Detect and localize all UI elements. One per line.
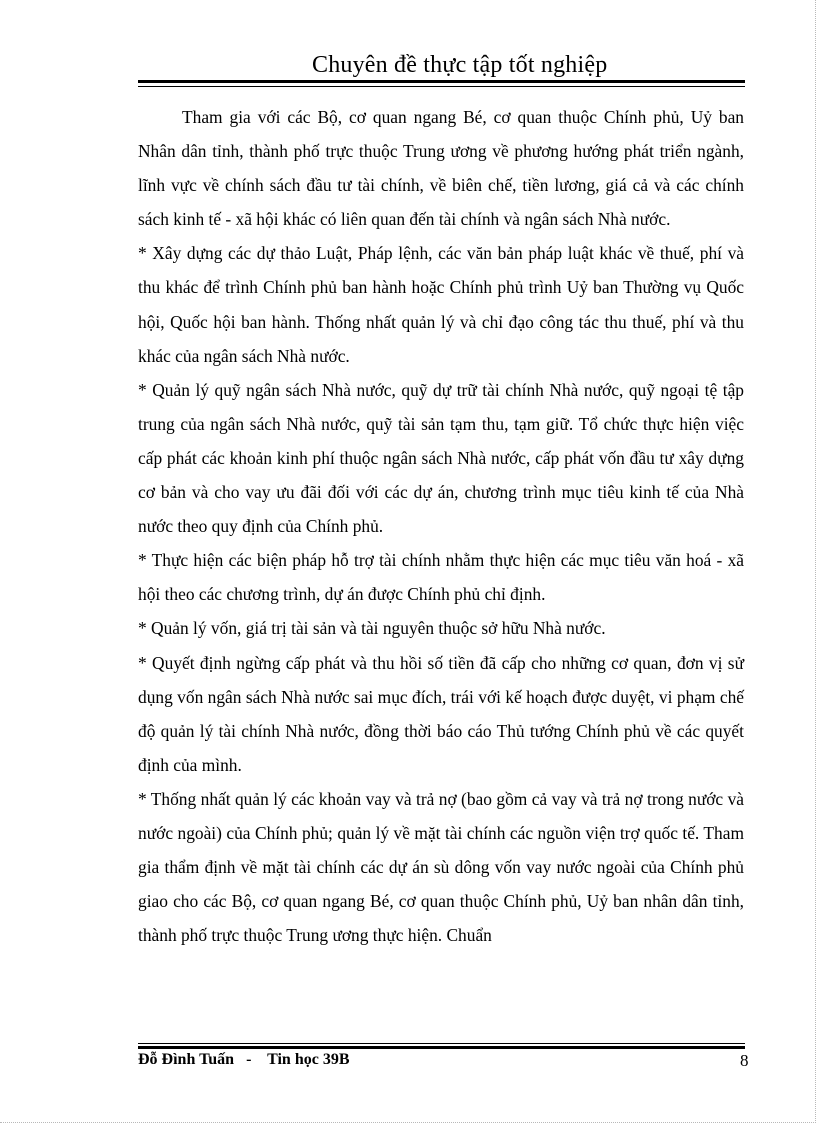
page-number: 8	[740, 1051, 749, 1070]
paragraph: * Quản lý quỹ ngân sách Nhà nước, quỹ dự trữ tài chính Nhà nước, quỹ ngoại tệ tập trung của ngân sách Nhà nước, quỹ tài sản tạm thu, tạm giữ. Tổ chức thực hiện việc cấp phát các khoản kinh phí thuộc ngân sách Nhà nước, cấp phát vốn đầu tư xây dựng cơ bản và cho vay ưu đãi đối với các dự án, chương trình mục tiêu kinh tế của Nhà nước theo quy định của Chính phủ.	[138, 379, 744, 537]
footer-rule-thin	[138, 1043, 745, 1044]
header-rule-thick	[138, 80, 745, 83]
paragraph: * Xây dựng các dự thảo Luật, Pháp lệnh, các văn bản pháp luật khác về thuế, phí và thu khác để trình Chính phủ ban hành hoặc Chính phủ trình Uỷ ban Thường vụ Quốc hội, Quốc hội ban hành. Thống nhất quản lý và chỉ đạo công tác thu thuế, phí và thu khác của ngân sách Nhà nước.	[138, 243, 744, 366]
document-body	[138, 100, 744, 952]
footer-rule-thick	[138, 1046, 745, 1049]
header-rule-thin	[138, 86, 745, 87]
paragraph: * Thống nhất quản lý các khoản vay và trả nợ (bao gồm cả vay và trả nợ trong nước và nước ngoài) của Chính phủ; quản lý về mặt tài chính các nguồn viện trợ quốc tế. Tham gia thẩm định về mặt tài chính các dự án sù dông vốn vay nước ngoài của Chính phủ giao cho các Bộ, cơ quan ngang Bé, cơ quan thuộc Chính phủ, Uỷ ban nhân dân tỉnh, thành phố trực thuộc Trung ương thực hiện. Chuẩn	[138, 788, 744, 946]
page-header-title: Chuyên đề thực tập tốt nghiệp	[312, 52, 608, 78]
paragraph: * Quản lý vốn, giá trị tài sản và tài nguyên thuộc sở hữu Nhà nước.	[138, 618, 606, 639]
paragraph: Tham gia với các Bộ, cơ quan ngang Bé, cơ quan thuộc Chính phủ, Uỷ ban Nhân dân tỉnh, thành phố trực thuộc Trung ương về phương hướng phát triển ngành, lĩnh vực về chính sách đầu tư tài chính, về biên chế, tiền lương, giá cả và các chính sách kinh tế - xã hội khác có liên quan đến tài chính và ngân sách Nhà nước.	[138, 107, 744, 230]
paragraph: * Quyết định ngừng cấp phát và thu hồi số tiền đã cấp cho những cơ quan, đơn vị sử dụng vốn ngân sách Nhà nước sai mục đích, trái với kế hoạch được duyệt, vi phạm chế độ quản lý tài chính Nhà nước, đồng thời báo cáo Thủ tướng Chính phủ về các quyết định của mình.	[138, 652, 744, 775]
paragraph: * Thực hiện các biện pháp hỗ trợ tài chính nhằm thực hiện các mục tiêu văn hoá - xã hội theo các chương trình, dự án được Chính phủ chỉ định.	[138, 550, 744, 605]
footer-author: Đỗ Đình Tuấn - Tin học 39B	[138, 1051, 350, 1068]
